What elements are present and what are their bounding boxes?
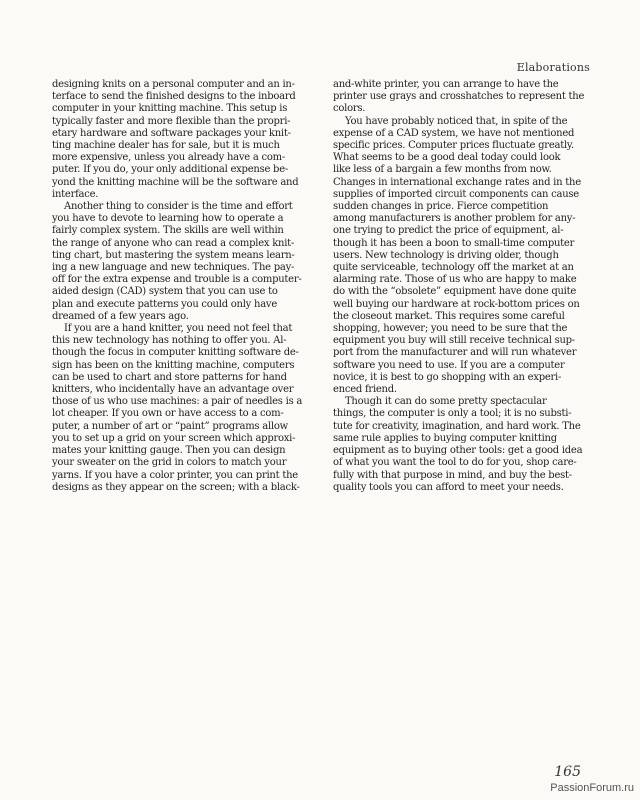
text-line: fairly complex system. The skills are well within — [52, 225, 284, 237]
text-line: plan and execute patterns you could only have — [52, 298, 277, 310]
text-line: interface. — [52, 188, 99, 200]
text-line: more expensive, unless you already have a com- — [52, 152, 286, 164]
text-line: specific prices. Computer prices fluctuate greatly. — [333, 140, 574, 152]
text-line: port from the manufacturer and will run whatever — [333, 347, 577, 359]
text-line: off for the extra expense and trouble is a computer- — [52, 274, 302, 286]
text-line: you have to devote to learning how to operate a — [52, 213, 284, 225]
text-column-right — [333, 79, 591, 494]
text-line: ting chart, but mastering the system means learn- — [52, 249, 295, 261]
text-line: computer in your knitting machine. This setup is — [52, 103, 288, 115]
text-line: Though it can do some pretty spectacular — [345, 396, 547, 408]
text-line: puter, a number of art or “paint” programs allow — [52, 420, 288, 432]
text-line: things, the computer is only a tool; it is no substi- — [333, 408, 572, 420]
text-line: equipment as to buying other tools: get a good idea — [333, 445, 583, 457]
text-line: tute for creativity, imagination, and hard work. The — [333, 420, 581, 432]
text-line: well buying our hardware at rock-bottom prices on — [333, 298, 580, 310]
text-line: puter. If you do, your only additional expense be- — [52, 164, 288, 176]
text-line: shopping, however; you need to be sure that the — [333, 323, 568, 335]
text-column-left — [52, 79, 314, 494]
text-line: knitters, who incidentally have an advantage over — [52, 384, 294, 396]
text-line: etary hardware and software packages your knit- — [52, 127, 291, 139]
text-line: supplies of imported circuit components can cause — [333, 188, 579, 200]
text-line: You have probably noticed that, in spite of the — [345, 115, 568, 127]
text-line: fully with that purpose in mind, and buy the best- — [333, 469, 572, 481]
text-line: novice, it is best to go shopping with an experi- — [333, 371, 562, 383]
text-line: If you are a hand knitter, you need not feel that — [64, 323, 293, 335]
text-line: Another thing to consider is the time and effort — [64, 201, 293, 213]
text-line: dreamed of a few years ago. — [52, 310, 189, 322]
text-line: yarns. If you have a color printer, you can print the — [52, 469, 298, 481]
text-line: ting machine dealer has for sale, but it is much — [52, 140, 280, 152]
text-line: though it has been a boon to small-time computer — [333, 237, 575, 249]
text-line: What seems to be a good deal today could look — [333, 152, 561, 164]
text-line: designs as they appear on the screen; with a black- — [52, 481, 300, 493]
text-line: software you need to use. If you are a computer — [333, 359, 565, 371]
text-line: of what you want the tool to do for you, shop care- — [333, 457, 577, 469]
text-line: designing knits on a personal computer and an in- — [52, 79, 295, 90]
watermark: PassionForum.ru — [550, 782, 634, 794]
text-line: aided design (CAD) system that you can use to — [52, 286, 278, 298]
text-line: sign has been on the knitting machine, computers — [52, 359, 295, 371]
text-line: though the focus in computer knitting software de- — [52, 347, 299, 359]
text-line: do with the “obsolete” equipment have done quite — [333, 286, 577, 298]
text-line: expense of a CAD system, we have not mentioned — [333, 127, 575, 139]
text-line: mates your knitting gauge. Then you can design — [52, 445, 286, 457]
text-line: yond the knitting machine will be the software and — [52, 176, 299, 188]
text-line: same rule applies to buying computer knitting — [333, 432, 557, 444]
text-line: you to set up a grid on your screen which approxi- — [52, 432, 296, 444]
text-line: one trying to predict the price of equipment, al- — [333, 225, 564, 237]
text-line: quite serviceable, technology off the market at an — [333, 262, 574, 274]
text-line: lot cheaper. If you own or have access to a com- — [52, 408, 284, 420]
text-line: colors. — [333, 103, 366, 115]
text-line: Changes in international exchange rates and in the — [333, 176, 581, 188]
text-line: equipment you buy will still receive technical sup- — [333, 335, 575, 347]
text-line: typically faster and more flexible than the propri- — [52, 115, 291, 127]
text-line: the closeout market. This requires some careful — [333, 310, 565, 322]
text-line: users. New technology is driving older, though — [333, 249, 559, 261]
text-line: the range of anyone who can read a complex knit- — [52, 237, 295, 249]
text-line: and-white printer, you can arrange to have the — [333, 79, 559, 90]
text-line: alarming rate. Those of us who are happy to make — [333, 274, 577, 286]
text-line: among manufacturers is another problem for any- — [333, 213, 576, 225]
text-line: terface to send the finished designs to the inboard — [52, 91, 296, 103]
text-line: can be used to chart and store patterns for hand — [52, 371, 287, 383]
page-number: 165 — [554, 764, 581, 780]
text-line: those of us who use machines: a pair of needles is a — [52, 396, 303, 408]
text-line: your sweater on the grid in colors to match your — [52, 457, 287, 469]
text-line: printer use grays and crosshatches to represent the — [333, 91, 585, 103]
text-line: quality tools you can afford to meet your needs. — [333, 481, 564, 493]
text-line: this new technology has nothing to offer you. Al- — [52, 335, 287, 347]
text-line: ing a new language and new techniques. The pay- — [52, 262, 295, 274]
text-line: enced friend. — [333, 384, 397, 396]
running-head: Elaborations — [516, 61, 590, 74]
text-line: sudden changes in price. Fierce competition — [333, 201, 549, 213]
text-line: like less of a bargain a few months from now. — [333, 164, 552, 176]
